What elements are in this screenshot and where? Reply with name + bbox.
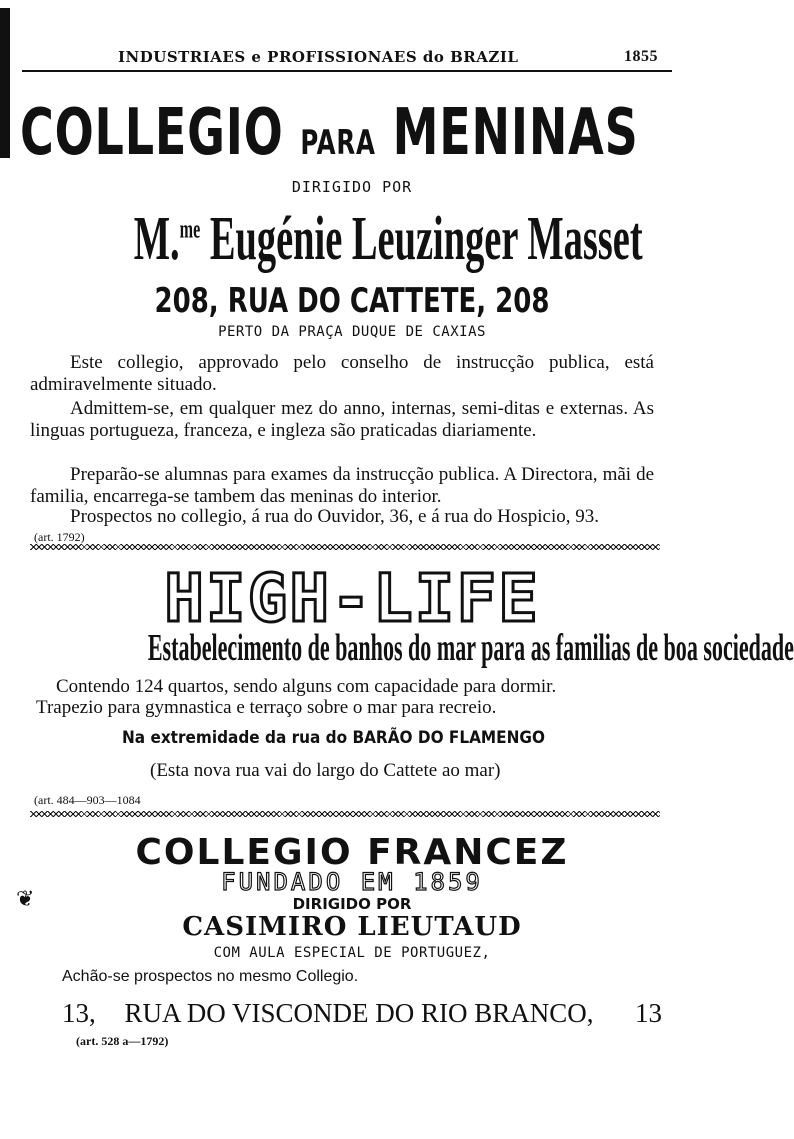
- ad1-paragraph-2: Admittem-se, em qualquer mez do anno, internas, semi-ditas e externas. As linguas portugueza, franceza, e ingleza são praticadas diariamente.: [30, 398, 654, 441]
- ad1-name-text: Eugénie Leuzinger Masset: [209, 205, 643, 273]
- ad1-title-word2: PARA: [300, 123, 376, 163]
- ad3-prospectus: Achão-se prospectos no mesmo Collegio.: [62, 968, 359, 985]
- margin-bar: [0, 8, 10, 158]
- running-title: INDUSTRIAES e PROFISSIONAES do BRAZIL: [118, 48, 519, 66]
- ad2-art-ref: (art. 484—903—1084: [34, 793, 141, 807]
- ad3-address-street: RUA DO VISCONDE DO RIO BRANCO,: [124, 998, 594, 1028]
- ad1-art-ref: (art. 1792): [34, 530, 85, 544]
- ad1-divider: [30, 544, 660, 550]
- ad1-paragraph-1: Este collegio, approvado pelo conselho de instrucção publica, está admiravelmente situado.: [30, 352, 654, 395]
- ad3-director: CASIMIRO LIEUTAUD: [182, 912, 522, 942]
- ad3-address-number: 13,: [62, 998, 96, 1028]
- ad3-directed-by: DIRIGIDO POR: [292, 895, 412, 913]
- ad2-line-3: Na extremidade da rua do BARÃO DO FLAMENGO: [122, 728, 545, 748]
- page-number: 1855: [624, 48, 658, 65]
- ad1-name-prefix: M.: [133, 205, 180, 273]
- running-header: [118, 48, 658, 66]
- ad1-directed-by: DIRIGIDO POR: [291, 178, 413, 196]
- header-rule: [22, 70, 672, 72]
- ad1-name-sup: me: [179, 214, 201, 244]
- fleuron-icon: ❦: [16, 886, 35, 911]
- ad3-address-number-2: 13: [635, 998, 662, 1028]
- ad1-director-name: [133, 204, 643, 275]
- ad3-address: [62, 998, 662, 1029]
- ad3-art-ref: (art. 528 a—1792): [76, 1034, 169, 1048]
- ad2-line-2: Trapezio para gymnastica e terraço sobre o mar para recreio.: [36, 697, 497, 718]
- ad1-title-word1: COLLEGIO: [20, 96, 284, 170]
- ad2-subtitle: Estabelecimento de banhos do mar para as familias de boa sociedade: [147, 627, 794, 669]
- ad1-title-word3: MENINAS: [392, 96, 639, 170]
- ad3-founded: FUNDADO EM 1859: [221, 868, 483, 896]
- ad2-line-1: Contendo 124 quartos, sendo alguns com capacidade para dormir.: [56, 676, 557, 697]
- ad1-title: [20, 96, 639, 170]
- ad1-paragraph-4: Prospectos no collegio, á rua do Ouvidor, 36, e á rua do Hospicio, 93.: [70, 506, 600, 527]
- ad2-line-4: (Esta nova rua vai do largo do Cattete ao mar): [150, 760, 501, 781]
- ad1-paragraph-3: Preparão-se alumnas para exames da instrucção publica. A Directora, mãi de familia, encarrega-se tambem das meninas do interior.: [30, 464, 654, 507]
- ad1-address: 208, RUA DO CATTETE, 208: [154, 281, 550, 321]
- ad2-title: HIGH-LIFE: [164, 560, 540, 637]
- ad2-divider: [30, 811, 660, 817]
- ad3-special-class: COM AULA ESPECIAL DE PORTUGUEZ,: [213, 945, 491, 961]
- ad3-title: COLLEGIO FRANCEZ: [135, 832, 569, 873]
- ad1-near: PERTO DA PRAÇA DUQUE DE CAXIAS: [218, 324, 486, 340]
